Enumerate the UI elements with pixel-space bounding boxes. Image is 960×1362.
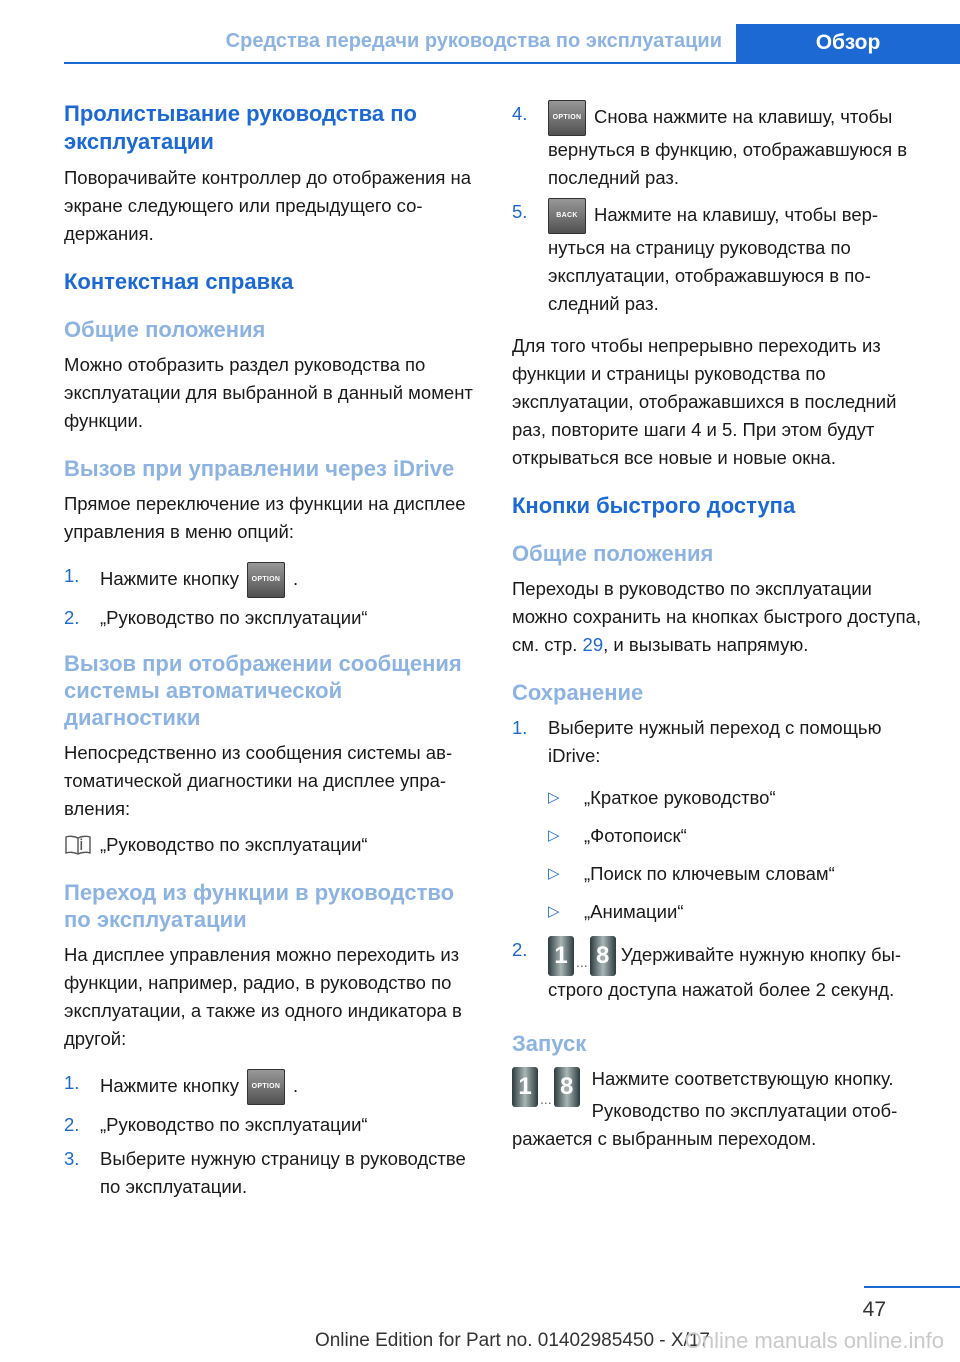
- triangle-bullet-icon: ▷: [548, 789, 560, 806]
- watermark: Online manuals online.info: [684, 1328, 944, 1353]
- switch-steps: [64, 1069, 478, 1201]
- option-button-icon: OPTION: [247, 1069, 285, 1105]
- paragraph-toggle: Для того чтобы непрерывно переходить из функции и страницы руководства по эксплуатации, отображавшихся в последний раз, повторите шаги 4 и 5. При этом будут открываться все новые и новые окна.: [512, 335, 897, 468]
- heading-start: Запуск: [512, 1031, 587, 1056]
- list-item: 3. Выберите нужную страницу в руководстве по эксплуатации.: [64, 1148, 466, 1197]
- triangle-bullet-icon: ▷: [548, 903, 560, 920]
- paragraph-general: Можно отобразить раздел руководства по эксплуатации для выбранной в данный момент функции.: [64, 354, 473, 431]
- page-link[interactable]: 29: [582, 634, 604, 655]
- list-item: ▷ „Фотопоиск“: [548, 822, 926, 850]
- right-column: [512, 100, 926, 1153]
- triangle-bullet-icon: ▷: [548, 865, 560, 882]
- switch-steps-continued: [512, 100, 926, 318]
- heading-switch: Переход из функции в руководство по эксплуатации: [64, 880, 455, 932]
- save-options: [512, 784, 926, 926]
- start-block: [512, 1065, 926, 1153]
- manual-link: „Руководство по эксплуатации“: [64, 831, 478, 859]
- save-steps: [512, 714, 926, 770]
- favorite-button-8-icon: 8: [590, 936, 616, 976]
- heading-save: Сохранение: [512, 680, 644, 705]
- option-button-icon: OPTION: [548, 100, 586, 136]
- section-title: Средства передачи руководства по эксплуатации: [225, 30, 722, 52]
- page-footer: [0, 1272, 960, 1362]
- page-header: [64, 24, 960, 64]
- left-column: [64, 100, 478, 1207]
- paragraph-idrive: Прямое переключение из функции на дисплее управления в меню опций:: [64, 493, 466, 542]
- list-item: ▷ „Анимации“: [548, 898, 926, 926]
- heading-fav-general: Общие положения: [512, 541, 714, 566]
- list-item: 4. OPTION Снова нажмите на клавишу, чтобы вернуться в функцию, отображавшуюся в последний раз.: [512, 100, 926, 192]
- favorite-button-1-icon: 1: [512, 1067, 538, 1107]
- page-number: 47: [862, 1298, 886, 1321]
- paragraph-switch: На дисплее управления можно переходить из функции, например, радио, в руководство по эксплуатации, а также из одного индикатора в другой:: [64, 944, 462, 1049]
- back-button-icon: BACK: [548, 198, 586, 234]
- edition-text: Online Edition for Part no. 01402985450 - X/17: [314, 1330, 710, 1351]
- list-item: 1. Нажмите кнопку OPTION .: [64, 562, 478, 598]
- option-button-icon: OPTION: [247, 562, 285, 598]
- favorite-button-8-icon: 8: [554, 1067, 580, 1107]
- heading-general: Общие положения: [64, 317, 266, 342]
- book-icon: [64, 835, 92, 855]
- list-item: 5. BACK Нажмите на клавишу, чтобы вернуться на страницу руководства по эксплуатации, отображавшуюся в последний раз.: [512, 198, 926, 318]
- paragraph-start-2: Руководство по эксплуатации отображается с выбранным переходом.: [512, 1100, 898, 1149]
- list-item: ▷ „Краткое руководство“: [548, 784, 926, 812]
- list-item: 1. Нажмите кнопку OPTION .: [64, 1069, 478, 1105]
- list-item: ▷ „Поиск по ключевым словам“: [548, 860, 926, 888]
- heading-check-control: Вызов при отображении сообщения системы автоматической диагностики: [64, 651, 462, 730]
- paragraph-browse: Поворачивайте контроллер до отображения на экране следующего или предыдущего содержания.: [64, 167, 472, 244]
- favorite-buttons: 1 ... 8: [512, 1067, 580, 1107]
- tab-overview[interactable]: Обзор: [736, 24, 960, 62]
- list-item: 1. Выберите нужный переход с помощью iDrive:: [512, 717, 882, 766]
- list-item: 2. „Руководство по эксплуатации“: [64, 1114, 368, 1135]
- heading-idrive: Вызов при управлении через iDrive: [64, 456, 455, 481]
- heading-context-help: Контекстная справка: [64, 269, 294, 294]
- heading-favorites: Кнопки быстрого доступа: [512, 493, 796, 518]
- list-item: 2. „Руководство по эксплуатации“: [64, 607, 368, 628]
- paragraph-favorites: Переходы в руководство по эксплуатации можно сохранить на кнопках быстрого доступа, см. стр. 29, и вызывать напрямую.: [512, 578, 922, 655]
- list-item: 2. 1 ... 8 Удерживайте нужную кнопку быстрого доступа нажатой более 2 секунд.: [512, 936, 926, 1004]
- triangle-bullet-icon: ▷: [548, 827, 560, 844]
- heading-browse: Пролистывание руководства по эксплуатации: [64, 101, 417, 154]
- idrive-steps: [64, 562, 478, 632]
- save-steps-2: [512, 936, 926, 1004]
- paragraph-start-1: Нажмите соответствующую кнопку.: [591, 1068, 894, 1089]
- favorite-button-1-icon: 1: [548, 936, 574, 976]
- footer-rule: [864, 1286, 960, 1288]
- paragraph-check-control: Непосредственно из сообщения системы автоматической диагностики на дисплее управления:: [64, 742, 453, 819]
